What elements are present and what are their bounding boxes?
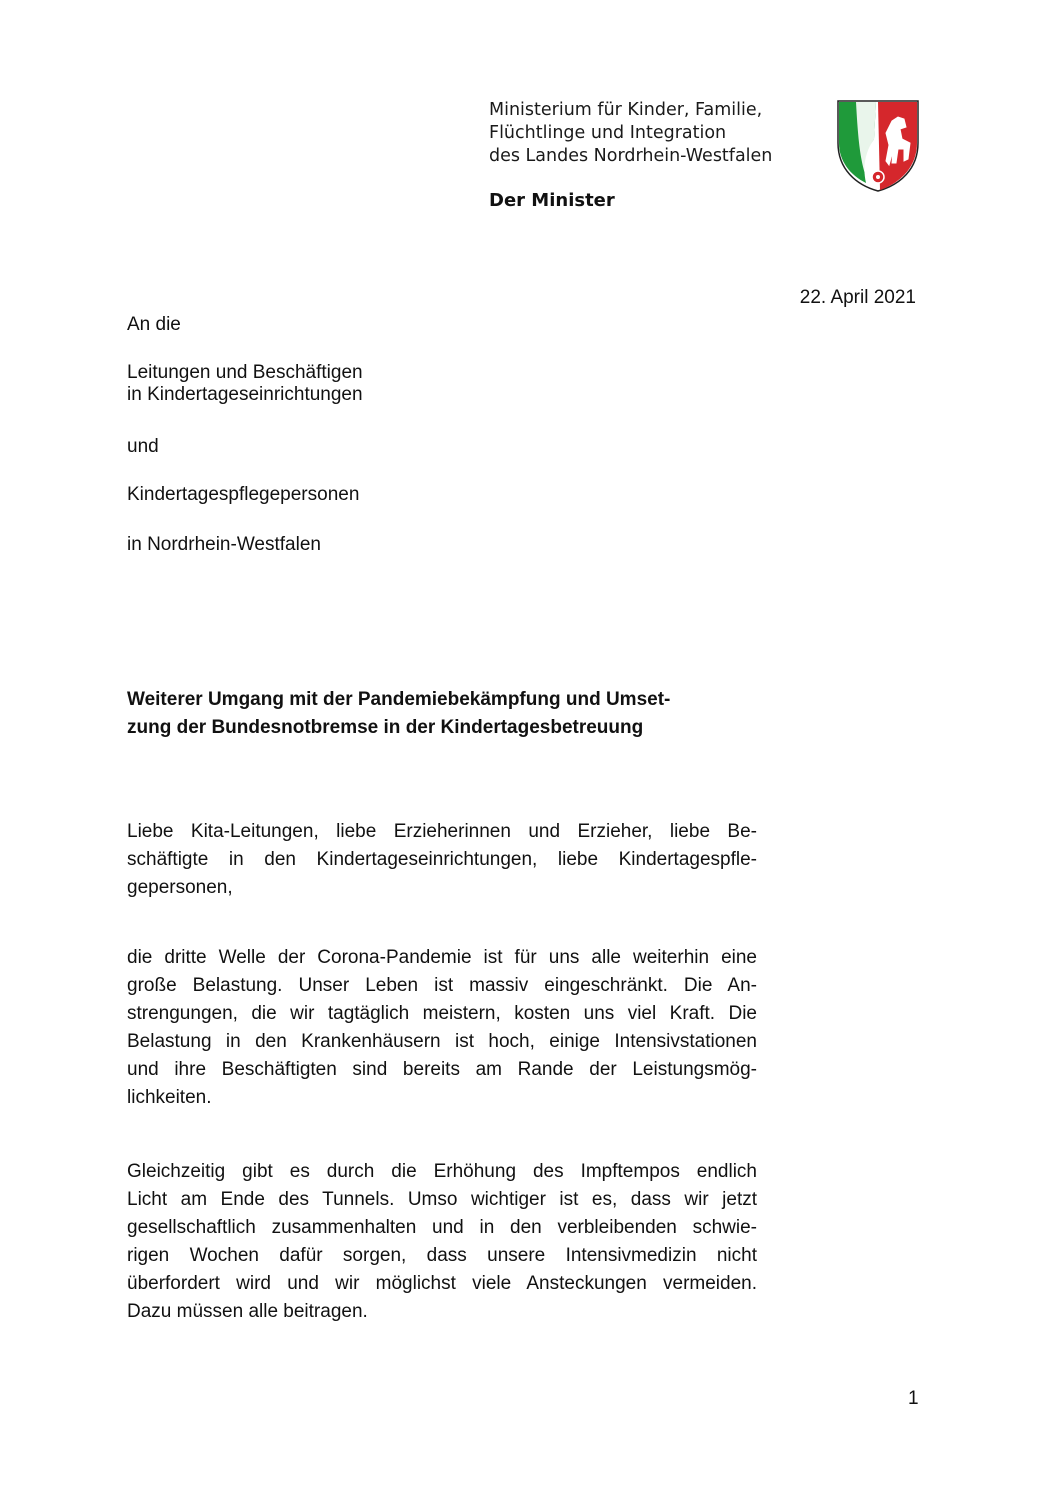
body-paragraph: [127, 944, 757, 1112]
body-paragraph: [127, 1158, 757, 1326]
text-line: Gleichzeitig gibt es durch die Erhöhung des Impftempos endlich: [127, 1161, 757, 1182]
address-recipients: [127, 362, 363, 406]
text-line: Belastung in den Krankenhäusern ist hoch, einige Intensivstationen: [127, 1031, 757, 1052]
ministry-line: Flüchtlinge und Integration: [489, 123, 727, 143]
address-line: in Kindertageseinrichtungen: [127, 384, 363, 405]
greeting-paragraph: [127, 818, 757, 902]
subject-line: zung der Bundesnotbremse in der Kindertagesbetreuung: [127, 717, 644, 738]
text-line: Licht am Ende des Tunnels. Umso wichtiger ist es, dass wir jetzt: [127, 1189, 757, 1210]
letter-date: 22. April 2021: [799, 287, 916, 308]
ministry-name: [489, 99, 819, 168]
address-line: Leitungen und Beschäftigen: [127, 362, 363, 383]
address-line: Kindertagespflegepersonen: [127, 484, 360, 505]
address-salutation: An die: [127, 314, 181, 335]
page-number: 1: [908, 1388, 919, 1409]
address-line: in Nordrhein-Westfalen: [127, 534, 321, 555]
ministry-line: Ministerium für Kinder, Familie,: [489, 100, 763, 120]
text-line: und ihre Beschäftigten sind bereits am Rande der Leistungsmög-: [127, 1059, 757, 1080]
text-line: rigen Wochen dafür sorgen, dass unsere Intensivmedizin nicht: [127, 1245, 757, 1266]
address-line: und: [127, 436, 159, 457]
ministry-line: des Landes Nordrhein-Westfalen: [489, 146, 773, 166]
minister-title: Der Minister: [489, 190, 615, 211]
text-line: gepersonen,: [127, 877, 233, 898]
text-line: lichkeiten.: [127, 1087, 212, 1108]
text-line: gesellschaftlich zusammenhalten und in den verbleibenden schwie-: [127, 1217, 757, 1238]
text-line: die dritte Welle der Corona-Pandemie ist für uns alle weiterhin eine: [127, 947, 757, 968]
text-line: schäftigte in den Kindertageseinrichtungen, liebe Kindertagespfle-: [127, 849, 757, 870]
text-line: große Belastung. Unser Leben ist massiv eingeschränkt. Die An-: [127, 975, 757, 996]
subject-line: Weiterer Umgang mit der Pandemiebekämpfung und Umset-: [127, 689, 671, 710]
text-line: überfordert wird und wir möglichst viele Ansteckungen vermeiden.: [127, 1273, 757, 1294]
nrw-coat-of-arms-icon: [836, 99, 920, 193]
text-line: strengungen, die wir tagtäglich meistern, kosten uns viel Kraft. Die: [127, 1003, 757, 1024]
text-line: Liebe Kita-Leitungen, liebe Erzieherinnen und Erzieher, liebe Be-: [127, 821, 757, 842]
text-line: Dazu müssen alle beitragen.: [127, 1301, 368, 1322]
letter-subject: [127, 686, 757, 742]
